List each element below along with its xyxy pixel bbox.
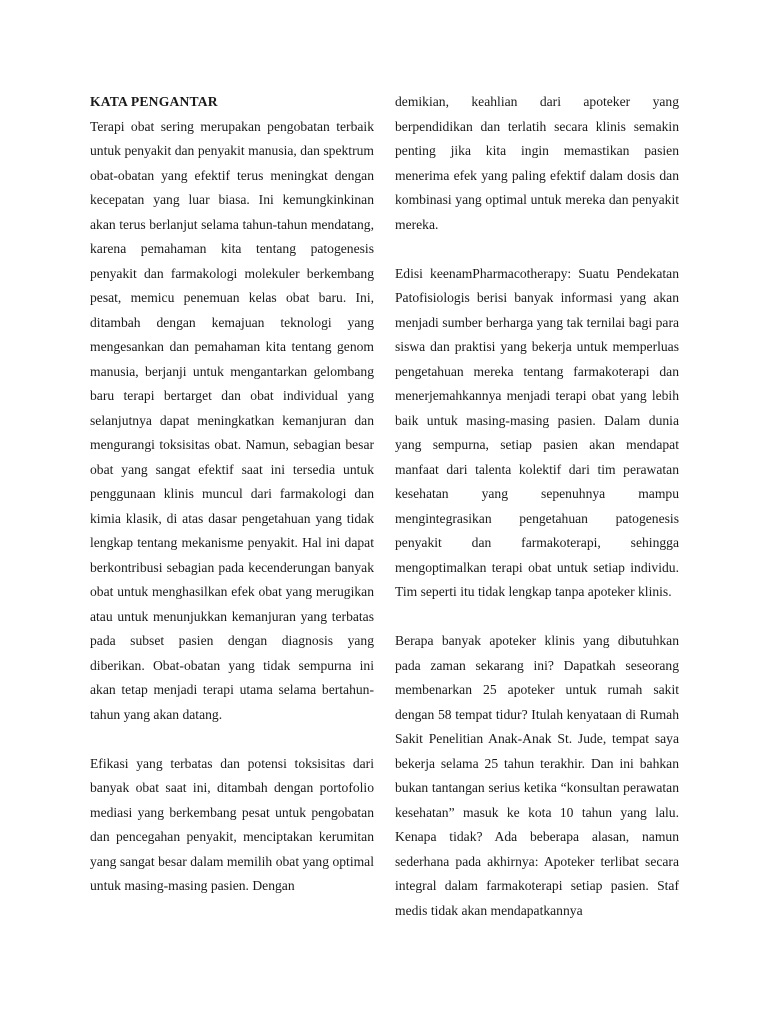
paragraph-intro: Terapi obat sering merupakan pengobatan terbaik untuk penyakit dan penyakit manusia, dan spektrum obat-obatan yang efektif terus meningkat dengan kecepatan yang luar biasa. Ini kemungkinkinan akan terus berlanjut selama tahun-tahun mendatang, karena pemahaman kita tentang patogenesis penyakit dan farmakologi molekuler berkembang pesat, memicu penemuan kelas obat baru. Ini, ditambah dengan kemajuan teknologi yang mengesankan dan pemahaman kita tentang genom manusia, berjanji untuk mengantarkan gelombang baru terapi bertarget dan obat individual yang selanjutnya dapat meningkatkan kemanjuran dan mengurangi toksisitas obat. Namun, sebagian besar obat yang sangat efektif saat ini tersedia untuk penggunaan klinis muncul dari farmakologi dan kimia klasik, di atas dasar pengetahuan yang tidak lengkap tentang mekanisme penyakit. Hal ini dapat berkontribusi sebagian pada kecenderungan banyak obat untuk menghasilkan efek obat yang merugikan atau untuk menunjukkan kemanjuran yang terbatas pada subset pasien dengan diagnosis yang diberikan. Obat-obatan yang tidak sempurna ini akan tetap menjadi terapi utama selama bertahun-tahun yang akan datang. bbox=[90, 118, 374, 722]
left-column bbox=[90, 90, 374, 899]
paragraph-clinical-pharmacists: Berapa banyak apoteker klinis yang dibutuhkan pada zaman sekarang ini? Dapatkah seseorang membenarkan 25 apoteker untuk rumah sakit dengan 58 tempat tidur? Itulah kenyataan di Rumah Sakit Penelitian Anak-Anak St. Jude, tempat saya bekerja selama 25 tahun terakhir. Dan ini bahkan bukan tantangan serius ketika “konsultan perawatan kesehatan” masuk ke kota 10 tahun yang lalu. Kenapa tidak? Ada beberapa alasan, namun sederhana pada akhirnya: Apoteker terlibat secara integral dalam farmakoterapi setiap pasien. Staf medis tidak akan mendapatkannya bbox=[395, 633, 679, 918]
page-title: KATA PENGANTAR bbox=[90, 94, 218, 109]
right-column bbox=[395, 90, 679, 923]
paragraph-continuation: demikian, keahlian dari apoteker yang berpendidikan dan terlatih secara klinis semakin penting jika kita ingin memastikan pasien menerima efek yang paling efektif dalam dosis dan kombinasi yang optimal untuk mereka dan penyakit mereka. bbox=[395, 94, 679, 232]
paragraph-efficacy: Efikasi yang terbatas dan potensi toksisitas dari banyak obat saat ini, ditambah dengan portofolio mediasi yang berkembang pesat untuk pengobatan dan pencegahan penyakit, menciptakan kerumitan yang sangat besar dalam memilih obat yang optimal untuk masing-masing pasien. Dengan bbox=[90, 755, 374, 893]
paragraph-sixth-edition: Edisi keenamPharmacotherapy: Suatu Pendekatan Patofisiologis berisi banyak informasi yang akan menjadi sumber berharga yang tak ternilai bagi para siswa dan praktisi yang bekerja untuk memperluas pengetahuan mereka tentang farmakoterapi dan menerjemahkannya menjadi terapi obat yang lebih baik untuk masing-masing pasien. Dalam dunia yang sempurna, setiap pasien akan mendapat manfaat dari talenta kolektif dari tim perawatan kesehatan yang sepenuhnya mampu mengintegrasikan pengetahuan patogenesis penyakit dan farmakoterapi, sehingga mengoptimalkan terapi obat untuk setiap individu. Tim seperti itu tidak lengkap tanpa apoteker klinis. bbox=[395, 265, 679, 599]
